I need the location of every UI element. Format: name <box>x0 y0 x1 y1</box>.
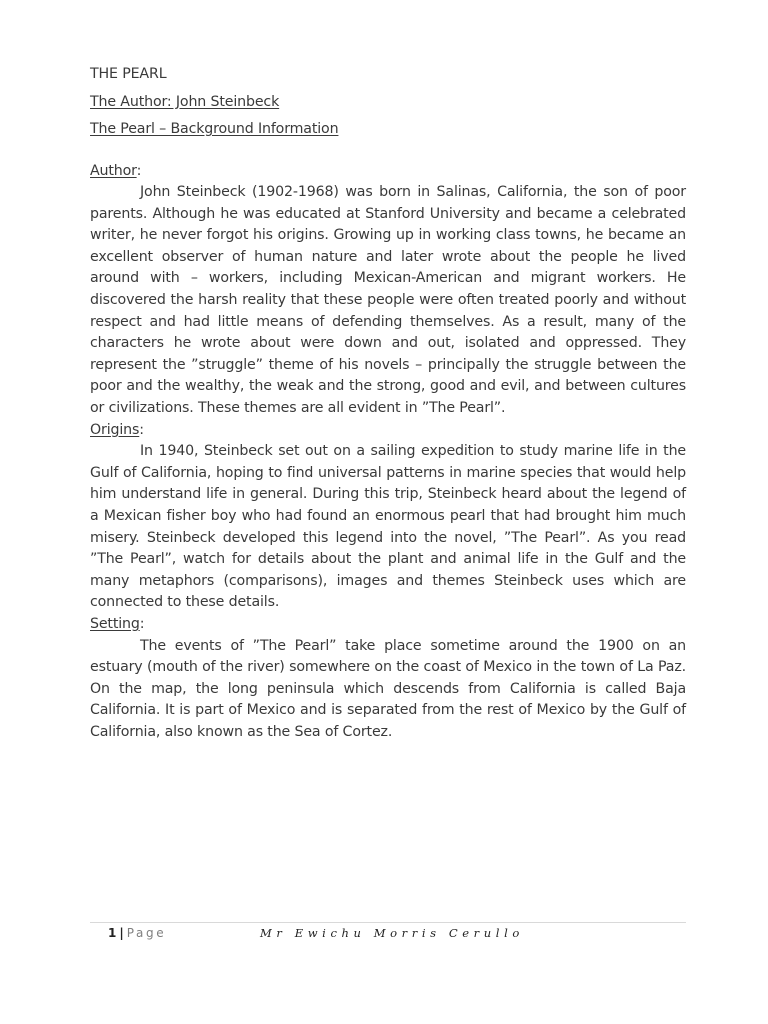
document-subtitle: The Pearl – Background Information <box>90 121 339 137</box>
section-origins <box>90 420 686 614</box>
document-title: THE PEARL <box>90 66 167 82</box>
section-heading-colon: : <box>139 615 145 632</box>
section-author <box>90 161 686 420</box>
section-setting <box>90 614 686 744</box>
footer-separator: | <box>119 926 124 940</box>
section-body-author: John Steinbeck (1902-1968) was born in Salinas, California, the son of poor parents. Although he was educated at Stanford University and became a celebrated writer, he never forgot his origins. Growing up in working class towns, he became an excellent observer of human nature and later wrote about the people he lived around with – workers, including Mexican-American and migrant workers. He discovered the harsh reality that these people were often treated poorly and without respect and had little means of defending themselves. As a result, many of the characters he wrote about were down and out, isolated and oppressed. They represent the ”struggle” theme of his novels – principally the struggle between the poor and the wealthy, the weak and the strong, good and evil, and between cultures or civilizations. These themes are all evident in ”The Pearl”. <box>90 184 686 417</box>
section-body-origins: In 1940, Steinbeck set out on a sailing expedition to study marine life in the Gulf of California, hoping to find universal patterns in marine species that would help him understand life in general. During this trip, Steinbeck heard about the legend of a Mexican fisher boy who had found an enormous pearl that had brought him much misery. Steinbeck developed this legend into the novel, ”The Pearl”. As you read ”The Pearl”, watch for details about the plant and animal life in the Gulf and the many metaphors (comparisons), images and themes Steinbeck uses which are connected to these details. <box>90 443 686 611</box>
document-body <box>90 64 686 744</box>
section-heading-author: Author <box>90 162 137 179</box>
section-heading-colon: : <box>139 421 144 438</box>
section-body-setting: The events of ”The Pearl” take place sometime around the 1900 on an estuary (mouth of the river) somewhere on the coast of Mexico in the town of La Paz. On the map, the long peninsula which descends from California is called Baja California. It is part of Mexico and is separated from the rest of Mexico by the Gulf of California, also known as the Sea of Cortez. <box>90 637 686 740</box>
section-heading-origins: Origins <box>90 421 140 438</box>
section-heading-setting: Setting <box>90 615 140 632</box>
footer-author: Mr Ewichu Morris Cerullo <box>260 926 524 940</box>
author-line: The Author: John Steinbeck <box>90 93 280 110</box>
footer-page-label <box>108 926 166 940</box>
footer-page-word: Page <box>126 926 167 940</box>
footer-page-number: 1 <box>108 926 117 940</box>
section-heading-colon: : <box>136 162 142 179</box>
page-footer <box>90 922 686 945</box>
